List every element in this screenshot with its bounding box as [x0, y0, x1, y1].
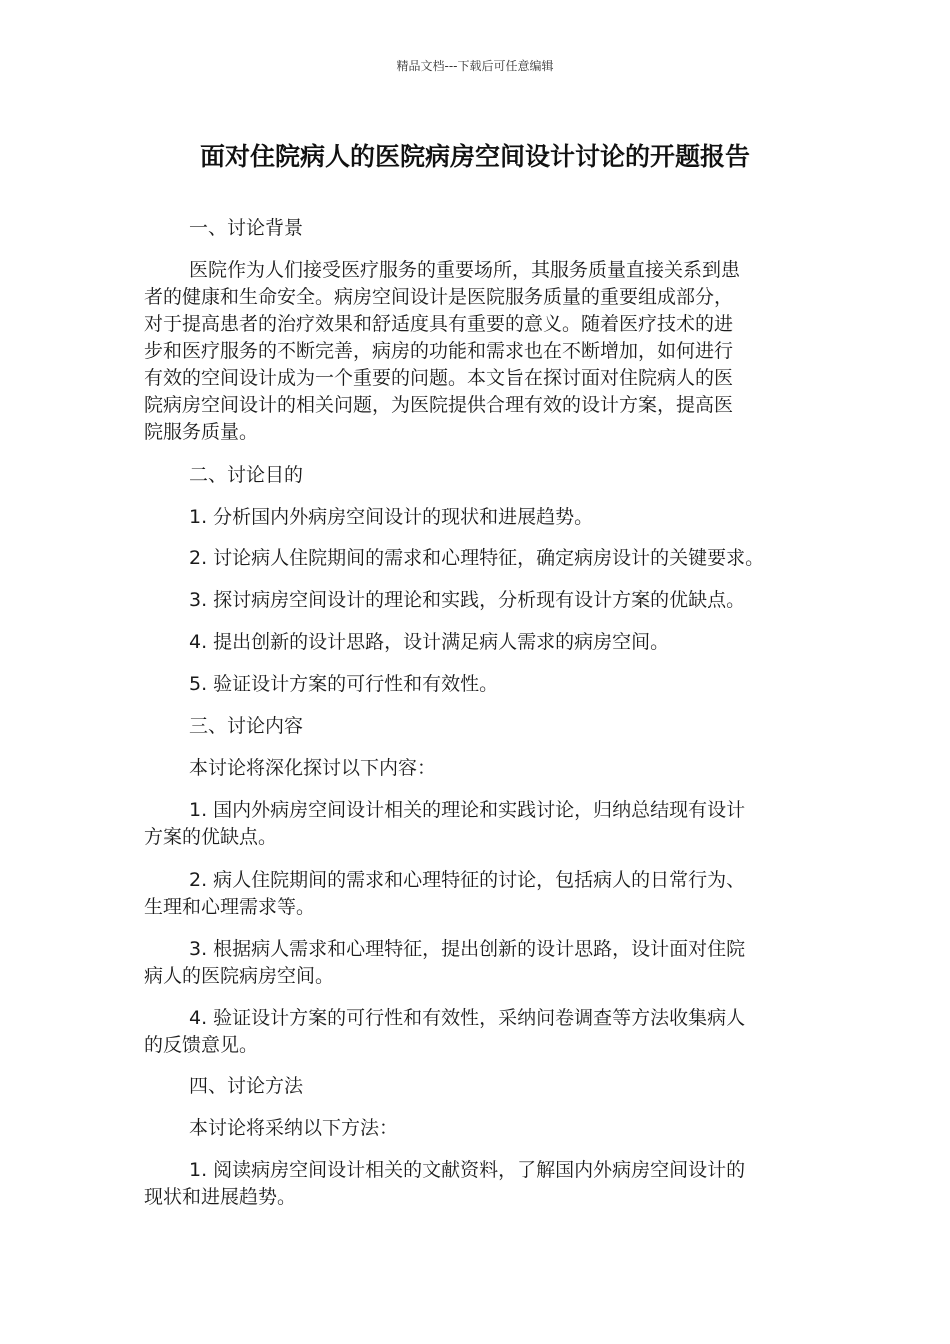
list-item: 1. 分析国内外病房空间设计的现状和进展趋势。 [189, 506, 594, 528]
list-item: 5. 验证设计方案的可行性和有效性。 [189, 673, 499, 695]
paragraph-line: 者的健康和生命安全。病房空间设计是医院服务质量的重要组成部分， [144, 286, 734, 308]
paragraph-line: 医院作为人们接受医疗服务的重要场所，其服务质量直接关系到患 [189, 259, 741, 281]
section-heading: 四、讨论方法 [189, 1075, 304, 1097]
page-header-watermark: 精品文档---下载后可任意编辑 [396, 59, 554, 73]
paragraph-line: 有效的空间设计成为一个重要的问题。本文旨在探讨面对住院病人的医 [144, 367, 734, 389]
list-item-line: 1. 阅读病房空间设计相关的文献资料，了解国内外病房空间设计的 [189, 1159, 746, 1181]
list-item: 2. 讨论病人住院期间的需求和心理特征，确定病房设计的关键要求。 [189, 547, 765, 569]
paragraph-line: 步和医疗服务的不断完善，病房的功能和需求也在不断增加，如何进行 [144, 340, 734, 362]
document-title: 面对住院病人的医院病房空间设计讨论的开题报告 [199, 142, 750, 171]
list-item-line: 方案的优缺点。 [144, 826, 278, 848]
list-item-line: 3. 根据病人需求和心理特征，提出创新的设计思路，设计面对住院 [189, 938, 746, 960]
list-item-line: 现状和进展趋势。 [144, 1186, 297, 1208]
list-item: 4. 提出创新的设计思路，设计满足病人需求的病房空间。 [189, 631, 670, 653]
list-item-line: 2. 病人住院期间的需求和心理特征的讨论，包括病人的日常行为、 [189, 869, 746, 891]
list-item-line: 的反馈意见。 [144, 1034, 259, 1056]
paragraph-line: 院病房空间设计的相关问题，为医院提供合理有效的设计方案，提高医 [144, 394, 734, 416]
paragraph: 本讨论将深化探讨以下内容： [189, 757, 437, 779]
list-item-line: 4. 验证设计方案的可行性和有效性，采纳问卷调查等方法收集病人 [189, 1007, 746, 1029]
paragraph-line: 对于提高患者的治疗效果和舒适度具有重要的意义。随着医疗技术的进 [144, 313, 734, 335]
list-item-line: 病人的医院病房空间。 [144, 965, 335, 987]
section-heading: 一、讨论背景 [189, 217, 304, 239]
section-heading: 三、讨论内容 [189, 715, 304, 737]
paragraph: 本讨论将采纳以下方法： [189, 1117, 399, 1139]
section-heading: 二、讨论目的 [189, 464, 304, 486]
paragraph-line: 院服务质量。 [144, 421, 259, 443]
list-item-line: 1. 国内外病房空间设计相关的理论和实践讨论，归纳总结现有设计 [189, 799, 746, 821]
list-item-line: 生理和心理需求等。 [144, 896, 316, 918]
list-item: 3. 探讨病房空间设计的理论和实践，分析现有设计方案的优缺点。 [189, 589, 746, 611]
